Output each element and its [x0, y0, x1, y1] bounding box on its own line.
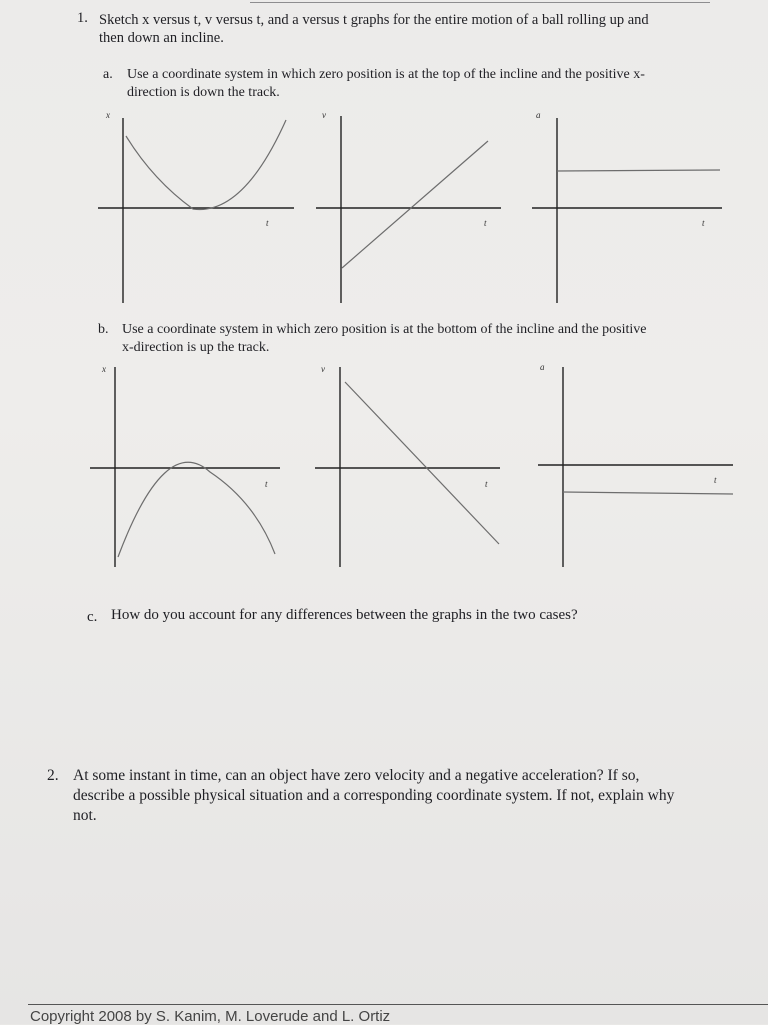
part-c-letter: c. — [87, 609, 98, 625]
part-b-line-2: x-direction is up the track. — [122, 340, 270, 355]
part-a-line-2: direction is down the track. — [127, 85, 280, 100]
graph-a-a-t-label: t — [702, 218, 705, 228]
graph-a-velocity — [316, 108, 506, 303]
question-2-line-2: describe a possible physical situation and a corresponding coordinate system. If not, explain why — [73, 787, 675, 804]
graph-b-v-line — [345, 382, 499, 544]
graph-b-v-t-label: t — [485, 479, 488, 489]
top-rule — [250, 2, 710, 3]
part-c-text: How do you account for any differences between the graphs in the two cases? — [111, 607, 578, 623]
question-2-number: 2. — [47, 767, 59, 784]
graph-a-v-line — [342, 141, 488, 268]
part-b-letter: b. — [98, 322, 109, 337]
graph-b-v-axis-label: v — [321, 364, 325, 374]
part-a-letter: a. — [103, 67, 113, 82]
graph-a-v-t-label: t — [484, 218, 487, 228]
graph-b-x-axis-label: x — [102, 364, 106, 374]
graph-a-x-curve — [126, 120, 286, 209]
graph-b-velocity — [315, 362, 505, 567]
part-a-line-1: Use a coordinate system in which zero position is at the top of the incline and the positive x- — [127, 67, 645, 82]
graph-a-a-line — [557, 170, 720, 171]
graph-a-position — [98, 108, 294, 303]
graph-b-a-axis-label: a — [540, 362, 545, 372]
graph-a-x-axis-label: x — [106, 110, 110, 120]
graph-b-acceleration — [538, 362, 734, 567]
graph-a-x-t-label: t — [266, 218, 269, 228]
graph-b-x-t-label: t — [265, 479, 268, 489]
graph-a-acceleration — [532, 108, 722, 303]
graph-b-position — [90, 362, 290, 567]
graph-b-x-curve — [118, 462, 275, 557]
question-2-line-1: At some instant in time, can an object have zero velocity and a negative acceleration? If so, — [73, 767, 640, 784]
graph-b-a-line — [563, 492, 733, 494]
question-1-number: 1. — [77, 10, 88, 26]
graph-b-a-t-label: t — [714, 475, 717, 485]
question-2-line-3: not. — [73, 807, 97, 824]
part-b-line-1: Use a coordinate system in which zero position is at the bottom of the incline and the positive — [122, 322, 647, 337]
footer-rule — [28, 1004, 768, 1005]
question-1-line-2: then down an incline. — [99, 30, 224, 46]
copyright-footer: Copyright 2008 by S. Kanim, M. Loverude and L. Ortiz — [30, 1008, 391, 1025]
question-1-line-1: Sketch x versus t, v versus t, and a versus t graphs for the entire motion of a ball rolling up and — [99, 12, 649, 28]
graph-a-a-axis-label: a — [536, 110, 541, 120]
graph-a-v-axis-label: v — [322, 110, 326, 120]
